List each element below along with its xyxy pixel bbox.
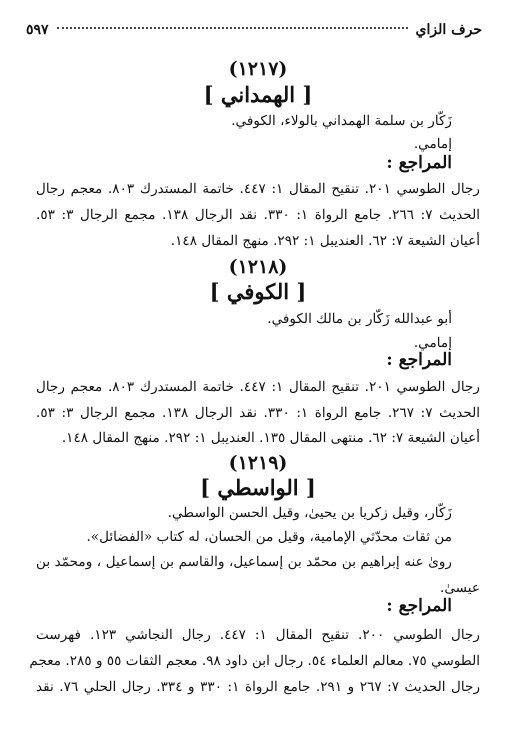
reference-line: الحديث ٧: ٢٦٧. جامع الرواة ١: ٣٣٠. نقد الرجال ١٣٨. مجمع الرجال ٣: ٥٣. [36, 405, 481, 421]
bio-line: من ثقات محدّثي الإمامية، وقيل من الحسان، له كتاب «الفضائل». [86, 529, 452, 545]
entry-title: [ الكوفي ] [209, 279, 307, 304]
reference-line: أعيان الشيعة ٧: ٦٢. العنديبل ١: ٢٩٢. منهج المقال ١٤٨. [170, 233, 480, 249]
bio-line: روىٰ عنه إبراهيم بن محمّد بن إسماعيل، والقاسم بن إسماعيل ، ومحمّد بن [36, 554, 452, 570]
page-number: ٥٩٧ [26, 22, 49, 38]
reference-line: الحديث ٧: ٢٦٦. جامع الرواة ١: ٣٣٠. نقد الرجال ١٣٨. مجمع الرجال ٣: ٥٣. [36, 207, 481, 223]
reference-line: أعيان الشيعة ٧: ٦٢. منتهى المقال ١٣٥. العنديبل ١: ٢٩٢. منهج المقال ١٤٨. [61, 430, 480, 446]
entry-number: (١٢١٨) [228, 256, 288, 278]
page-header [26, 20, 482, 40]
references-heading: المراجع : [386, 596, 452, 616]
reference-line: رجال الطوسي ٢٠٠. تنقيح المقال ١: ٤٤٧. رجال النجاشي ١٢٣. فهرست [36, 627, 480, 643]
chapter-title: حرف الزاي [415, 22, 482, 38]
entry-number: (١٢١٩) [228, 452, 288, 474]
bio-line: عيسىٰ. [440, 580, 480, 596]
reference-line: رجال الطوسي ٢٠١. تنقيح المقال ١: ٤٤٧. خاتمة المستدرك ٨٠٣. معجم رجال [36, 379, 480, 395]
references-heading: المراجع : [386, 350, 452, 370]
entry-title: [ الهمداني ] [203, 82, 313, 107]
reference-line: الطوسي ٧٥. معالم العلماء ٥٤. رجال ابن داود ٩٨. معجم الثقات ٥٥ و ٢٨٥. معجم [29, 653, 480, 669]
reference-line: رجال الطوسي ٢٠١. تنقيح المقال ١: ٤٤٧. خاتمة المستدرك ٨٠٣. معجم رجال [36, 181, 480, 197]
header-dotted-leader [57, 27, 408, 29]
entry-title: [ الواسطي ] [200, 475, 316, 500]
reference-line: رجال الحديث ٧: ٢٦٧ و ٢٩١. جامع الرواة ١: ٣٣٠ و ٣٣٤. رجال الحلي ٧٦. نقد [36, 679, 481, 695]
entry-number: (١٢١٧) [228, 58, 288, 80]
references-heading: المراجع : [386, 153, 452, 173]
bio-line: زَكّار، وقيل زكريا بن يحيىٰ، وقيل الحسن الواسطي. [167, 505, 452, 521]
bio-line: زَكّار بن سلمة الهمداني بالولاء، الكوفي. [231, 113, 452, 129]
bio-line: أبو عبدالله زَكّار بن مالك الكوفي. [267, 311, 452, 327]
status-line: إمامي. [413, 335, 452, 351]
status-line: إمامي. [413, 136, 452, 152]
